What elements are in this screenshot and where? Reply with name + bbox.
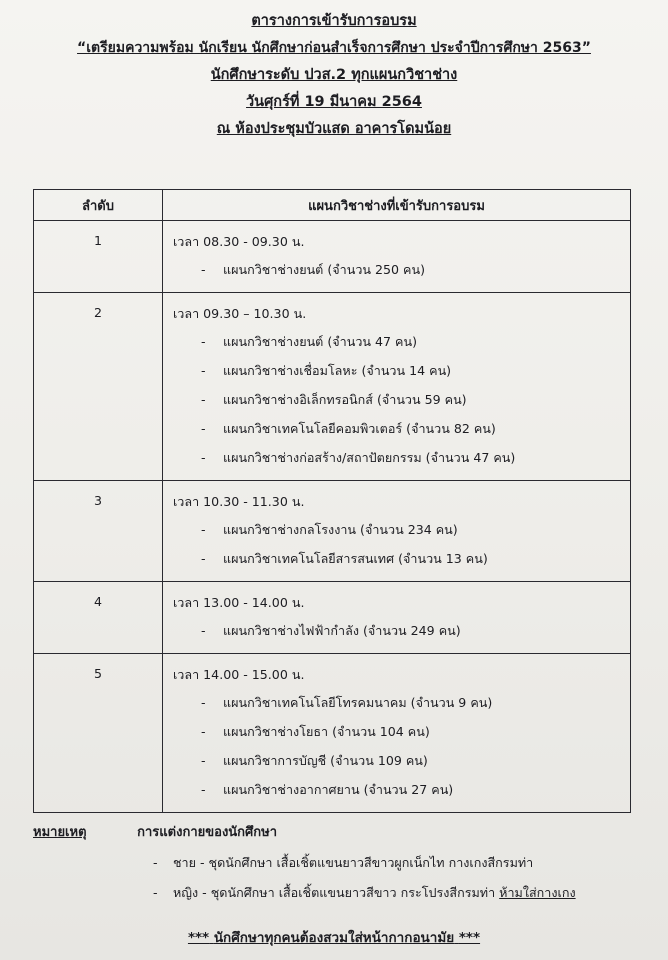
row-time-slot: [163, 654, 631, 813]
department-name: แผนกวิชาช่างเชื่อมโลหะ (จำนวน 14 คน): [223, 363, 452, 378]
bullet-dash: -: [201, 724, 206, 739]
document-header: [0, 8, 668, 143]
department-name: แผนกวิชาการบัญชี (จำนวน 109 คน): [223, 753, 428, 768]
bullet-dash: -: [201, 334, 206, 349]
department-item: [173, 688, 630, 717]
row-seq-number: 2: [34, 293, 163, 481]
department-name: แผนกวิชาช่างอิเล็กทรอนิกส์ (จำนวน 59 คน): [223, 392, 467, 407]
dress-code-female-warning: ห้ามใส่กางเกง: [499, 885, 576, 900]
department-item: [173, 775, 630, 804]
department-name: แผนกวิชาช่างโยธา (จำนวน 104 คน): [223, 724, 430, 739]
footer-stars-right: ***: [458, 930, 481, 946]
row-time-slot: [163, 481, 631, 582]
department-item: [173, 717, 630, 746]
slot-time: เวลา 13.00 - 14.00 น.: [173, 595, 305, 610]
department-item: [173, 515, 630, 544]
student-level: นักศึกษาระดับ ปวส.2 ทุกแผนกวิชาช่าง: [210, 67, 458, 83]
department-item: [173, 255, 630, 284]
department-item: [173, 443, 630, 472]
department-item: [173, 356, 630, 385]
column-header-dept: แผนกวิชาช่างที่เข้ารับการอบรม: [163, 190, 631, 221]
slot-time: เวลา 10.30 - 11.30 น.: [173, 494, 305, 509]
bullet-dash: -: [201, 450, 206, 465]
row-time-slot: [163, 221, 631, 293]
dress-code-title: การแต่งกายของนักศึกษา: [137, 825, 278, 840]
table-row: [34, 221, 631, 293]
bullet-dash: -: [201, 522, 206, 537]
row-seq-number: 3: [34, 481, 163, 582]
page-title: ตารางการเข้ารับการอบรม: [251, 13, 417, 29]
notes-section: [33, 818, 643, 908]
department-name: แผนกวิชาเทคโนโลยีสารสนเทศ (จำนวน 13 คน): [223, 551, 488, 566]
department-name: แผนกวิชาช่างก่อสร้าง/สถาปัตยกรรม (จำนวน 47 คน): [223, 450, 516, 465]
row-seq-number: 4: [34, 582, 163, 654]
row-seq-number: 5: [34, 654, 163, 813]
department-item: [173, 544, 630, 573]
table-row: [34, 293, 631, 481]
schedule-body: [34, 221, 631, 813]
table-row: [34, 582, 631, 654]
program-subtitle: “เตรียมความพร้อม นักเรียน นักศึกษาก่อนสำเร็จการศึกษา ประจำปีการศึกษา 2563”: [77, 40, 591, 56]
bullet-dash: -: [201, 262, 206, 277]
bullet-dash: -: [201, 782, 206, 797]
schedule-table: [33, 189, 631, 813]
dress-code-male-text: ชาย - ชุดนักศึกษา เสื้อเชิ้ตแขนยาวสีขาวผูกเน็กไท กางเกงสีกรมท่า: [173, 855, 534, 870]
dress-code-female-text: หญิง - ชุดนักศึกษา เสื้อเชิ้ตแขนยาวสีขาว กระโปรงสีกรมท่า: [173, 885, 496, 900]
notes-label: หมายเหตุ: [33, 825, 87, 840]
department-item: [173, 327, 630, 356]
bullet-dash: -: [201, 363, 206, 378]
footer-text: นักศึกษาทุกคนต้องสวมใส่หน้ากากอนามัย: [213, 930, 455, 946]
slot-time: เวลา 14.00 - 15.00 น.: [173, 667, 305, 682]
slot-time: เวลา 08.30 - 09.30 น.: [173, 234, 305, 249]
bullet-dash: -: [201, 753, 206, 768]
slot-time: เวลา 09.30 – 10.30 น.: [173, 306, 307, 321]
dress-code-female: - หญิง - ชุดนักศึกษา เสื้อเชิ้ตแขนยาวสีขาว กระโปรงสีกรมท่า ห้ามใส่กางเกง: [153, 885, 576, 900]
department-name: แผนกวิชาช่างอากาศยาน (จำนวน 27 คน): [223, 782, 454, 797]
footer-stars-left: ***: [187, 930, 210, 946]
department-item: [173, 616, 630, 645]
department-name: แผนกวิชาช่างไฟฟ้ากำลัง (จำนวน 249 คน): [223, 623, 461, 638]
department-name: แผนกวิชาช่างกลโรงงาน (จำนวน 234 คน): [223, 522, 458, 537]
bullet-dash: -: [201, 421, 206, 436]
row-seq-number: 1: [34, 221, 163, 293]
department-item: [173, 746, 630, 775]
bullet-dash: -: [201, 551, 206, 566]
department-item: [173, 385, 630, 414]
bullet-dash: -: [201, 392, 206, 407]
column-header-seq: ลำดับ: [34, 190, 163, 221]
department-item: [173, 414, 630, 443]
table-row: [34, 654, 631, 813]
table-row: [34, 481, 631, 582]
bullet-dash: -: [201, 695, 206, 710]
department-name: แผนกวิชาเทคโนโลยีโทรคมนาคม (จำนวน 9 คน): [223, 695, 493, 710]
dress-code-male: - ชาย - ชุดนักศึกษา เสื้อเชิ้ตแขนยาวสีขาวผูกเน็กไท กางเกงสีกรมท่า: [153, 855, 534, 870]
row-time-slot: [163, 293, 631, 481]
event-date: วันศุกร์ที่ 19 มีนาคม 2564: [246, 94, 422, 110]
bullet-dash: -: [201, 623, 206, 638]
table-header-row: [34, 190, 631, 221]
department-name: แผนกวิชาเทคโนโลยีคอมพิวเตอร์ (จำนวน 82 คน): [223, 421, 496, 436]
mask-reminder: [0, 926, 668, 948]
department-name: แผนกวิชาช่างยนต์ (จำนวน 250 คน): [223, 262, 426, 277]
department-name: แผนกวิชาช่างยนต์ (จำนวน 47 คน): [223, 334, 417, 349]
row-time-slot: [163, 582, 631, 654]
event-venue: ณ ห้องประชุมบัวแสด อาคารโดมน้อย: [216, 121, 452, 137]
